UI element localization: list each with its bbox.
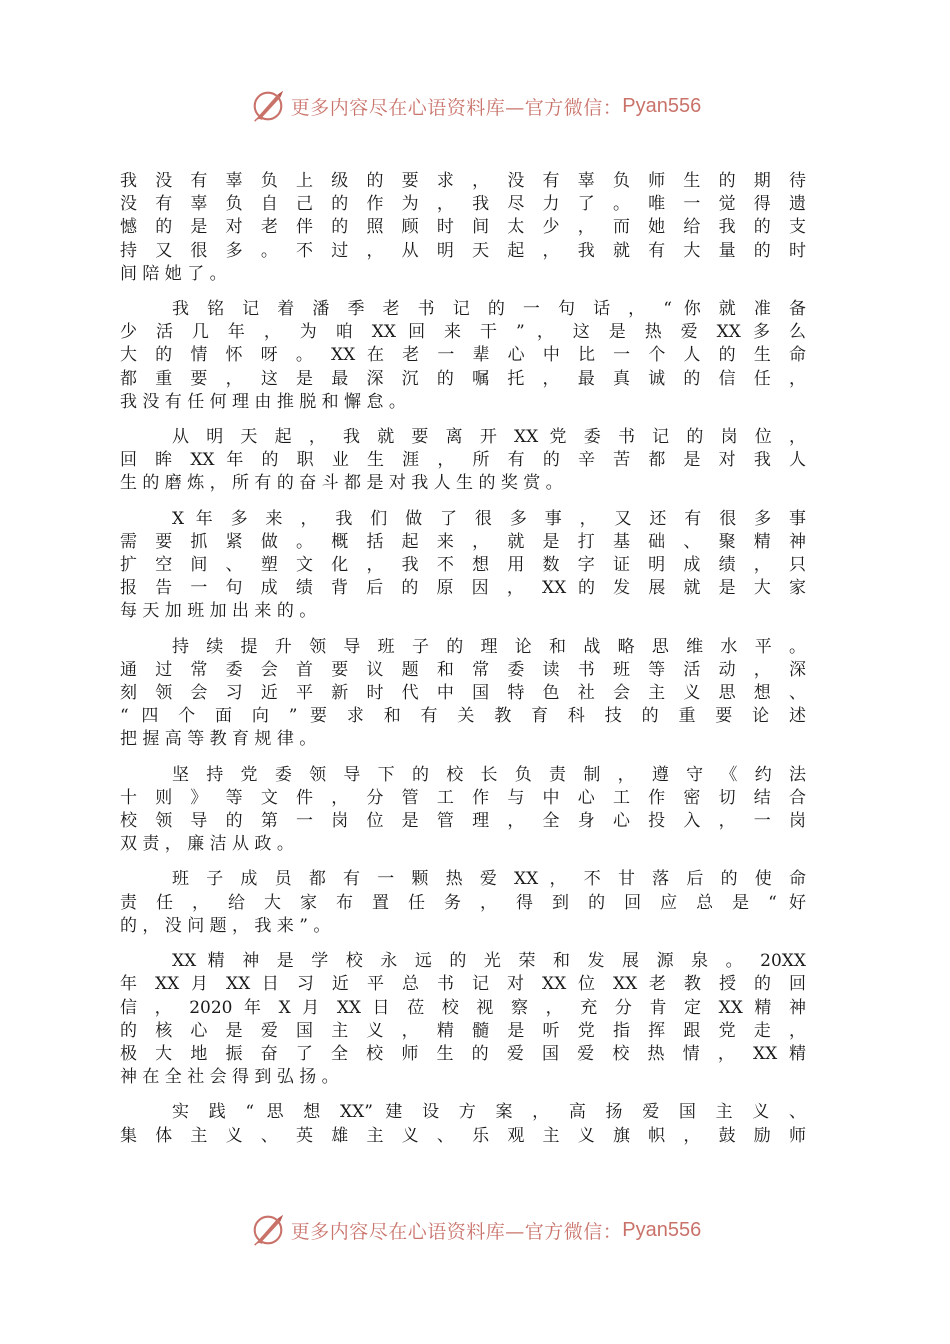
banner-text: 更多内容尽在心语资料库—官方微信：	[290, 1220, 623, 1243]
banner-wechat-id: Pyan556	[622, 1218, 702, 1241]
text-line: 年 XX 月 XX 日 习 近 平 总 书 记 对 XX 位 XX 老 教 授 的 回	[120, 974, 806, 995]
text-line: 大 的 情 怀 呀 。 XX 在 老 一 辈 心 中 比 一 个 人 的 生 命	[120, 345, 806, 366]
document-body	[120, 170, 806, 1160]
paragraph	[120, 868, 806, 938]
paragraph	[120, 764, 806, 857]
text-line: 极 大 地 振 奋 了 全 校 师 生 的 爱 国 爱 校 热 情 ， XX 精	[120, 1043, 806, 1064]
paragraph	[120, 170, 806, 286]
text-line: 责 任 ， 给 大 家 布 置 任 务 ， 得 到 的 回 应 总 是 “ 好	[120, 892, 806, 913]
text-line: 都 重 要 ， 这 是 最 深 沉 的 嘱 托 ， 最 真 诚 的 信 任 ，	[120, 368, 806, 389]
text-line: 报 告 一 句 成 绩 背 后 的 原 因 ， XX 的 发 展 就 是 大 家	[120, 578, 806, 599]
text-line: 实 践 “ 思 想 XX” 建 设 方 案 ， 高 扬 爱 国 主 义 、	[172, 1102, 806, 1123]
text-line: 需 要 抓 紧 做 。 概 括 起 来 ， 就 是 打 基 础 、 聚 精 神	[120, 531, 806, 552]
text-line: 校 领 导 的 第 一 岗 位 是 管 理 ， 全 身 心 投 入 ， 一 岗	[120, 811, 806, 832]
text-line: 少 活 几 年 ， 为 咱 XX 回 来 干 ” ， 这 是 热 爱 XX 多 么	[120, 322, 806, 343]
text-line: 把 握 高 等 教 育 规 律 。	[120, 729, 317, 750]
text-line: 我 铭 记 着 潘 季 老 书 记 的 一 句 话 ， “ 你 就 准 备	[172, 299, 806, 320]
text-line: 信 ， 2020 年 X 月 XX 日 莅 校 视 察 ， 充 分 肯 定 XX 精 神	[120, 997, 806, 1018]
paragraph	[120, 426, 806, 496]
text-line: 间 陪 她 了 。	[120, 263, 227, 284]
paragraph	[120, 298, 806, 414]
text-line: “ 四 个 面 向 ” 要 求 和 有 关 教 育 科 技 的 重 要 论 述	[120, 706, 806, 727]
text-line: 从 明 天 起 ， 我 就 要 离 开 XX 党 委 书 记 的 岗 位 ，	[172, 427, 806, 448]
quill-logo-icon	[249, 87, 287, 125]
text-line: 的 ， 没 问 题 ， 我 来 ” 。	[120, 915, 331, 936]
text-line: 扩 空 间 、 塑 文 化 ， 我 不 想 用 数 字 证 明 成 绩 ， 只	[120, 555, 806, 576]
header-banner	[0, 84, 950, 128]
text-line: 没 有 辜 负 自 己 的 作 为 ， 我 尽 力 了 。 唯 一 觉 得 遗	[120, 194, 806, 215]
text-line: 集 体 主 义 、 英 雄 主 义 、 乐 观 主 义 旗 帜 ， 鼓 励 师	[120, 1125, 806, 1146]
quill-logo-icon	[249, 1211, 287, 1249]
banner-wechat-id: Pyan556	[622, 94, 702, 117]
text-line: 通 过 常 委 会 首 要 议 题 和 常 委 读 书 班 等 活 动 ， 深	[120, 659, 806, 680]
text-line: 回 眸 XX 年 的 职 业 生 涯 ， 所 有 的 辛 苦 都 是 对 我 人	[120, 450, 806, 471]
text-line: 我 没 有 任 何 理 由 推 脱 和 懈 怠 。	[120, 391, 406, 412]
paragraph	[120, 508, 806, 624]
text-line: X 年 多 来 ， 我 们 做 了 很 多 事 ， 又 还 有 很 多 事	[172, 508, 806, 529]
banner-text: 更多内容尽在心语资料库—官方微信：	[290, 96, 623, 119]
text-line: 的 核 心 是 爱 国 主 义 ， 精 髓 是 听 党 指 挥 跟 党 走 ，	[120, 1020, 806, 1041]
text-line: 坚 持 党 委 领 导 下 的 校 长 负 责 制 ， 遵 守 《 约 法	[172, 764, 806, 785]
text-line: 持 续 提 升 领 导 班 子 的 理 论 和 战 略 思 维 水 平 。	[172, 636, 806, 657]
text-line: 神 在 全 社 会 得 到 弘 扬 。	[120, 1067, 339, 1088]
text-line: 班 子 成 员 都 有 一 颗 热 爱 XX ， 不 甘 落 后 的 使 命	[172, 869, 806, 890]
text-line: 刻 领 会 习 近 平 新 时 代 中 国 特 色 社 会 主 义 思 想 、	[120, 683, 806, 704]
text-line: 持 又 很 多 。 不 过 ， 从 明 天 起 ， 我 就 有 大 量 的 时	[120, 240, 806, 261]
text-line: 我 没 有 辜 负 上 级 的 要 求 ， 没 有 辜 负 师 生 的 期 待	[120, 171, 806, 191]
footer-banner	[0, 1208, 950, 1252]
text-line: 憾 的 是 对 老 伴 的 照 顾 时 间 太 少 ， 而 她 给 我 的 支	[120, 217, 806, 238]
text-line: 生 的 磨 炼 ， 所 有 的 奋 斗 都 是 对 我 人 生 的 奖 赏 。	[120, 473, 563, 494]
text-line: 每 天 加 班 加 出 来 的 。	[120, 601, 317, 622]
text-line: 双 责 ， 廉 洁 从 政 。	[120, 834, 294, 855]
paragraph	[120, 636, 806, 752]
text-line: 十 则 》 等 文 件 ， 分 管 工 作 与 中 心 工 作 密 切 结 合	[120, 787, 806, 808]
text-line: XX 精 神 是 学 校 永 远 的 光 荣 和 发 展 源 泉 。 20XX	[172, 951, 806, 972]
paragraph	[120, 950, 806, 1089]
paragraph	[120, 1101, 806, 1147]
